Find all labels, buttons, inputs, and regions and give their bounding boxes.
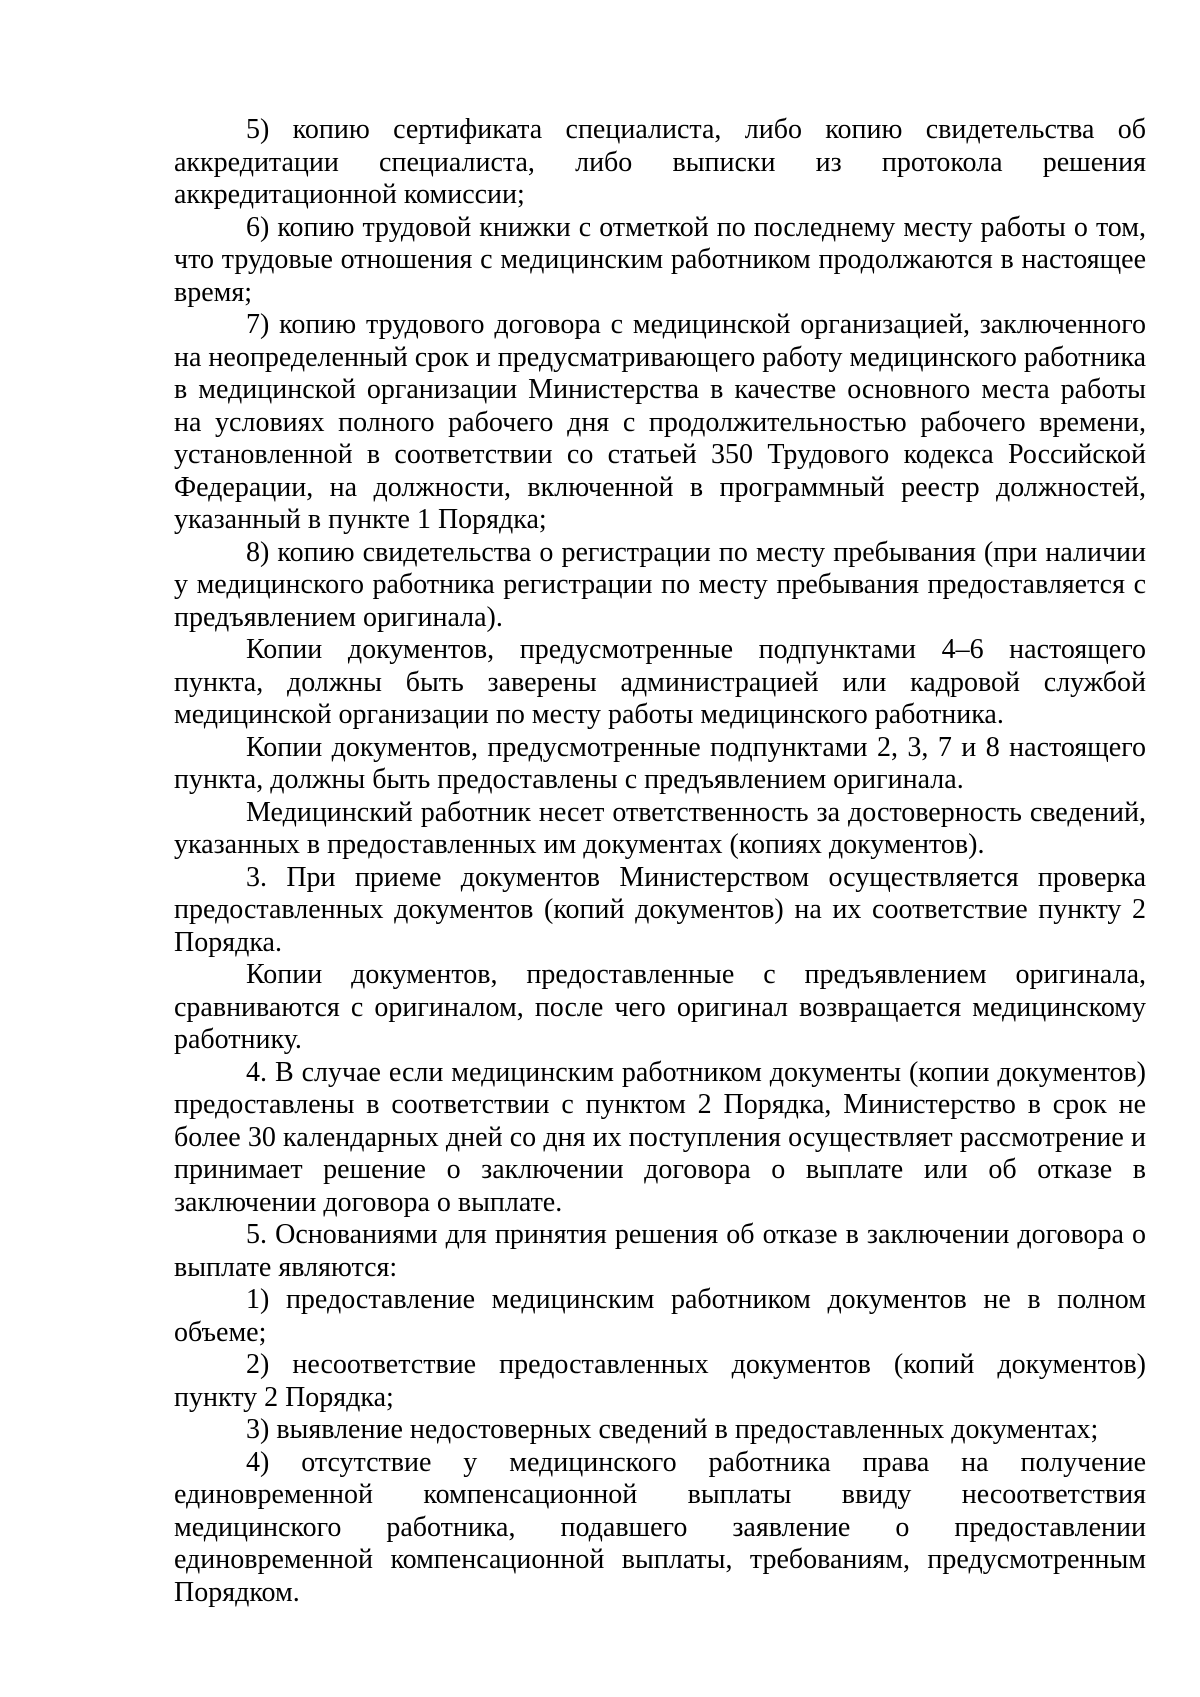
paragraph-item-8-registration: 8) копию свидетельства о регистрации по месту пребывания (при наличии у медицинского работника регистрации по месту пребывания предоставляется с предъявлением оригинала).: [174, 536, 1146, 633]
paragraph-item-5-certificate: 5) копию сертификата специалиста, либо копию свидетельства об аккредитации специалиста, либо выписки из протокола решения аккредитационной комиссии;: [174, 114, 1146, 210]
paragraph-refusal-3: 3) выявление недостоверных сведений в предоставленных документах;: [246, 1414, 1099, 1445]
paragraph-copies-compared: Копии документов, предоставленные с предъявлением оригинала, сравниваются с оригиналом, после чего оригинал возвращается медицинскому работнику.: [174, 959, 1146, 1055]
paragraph-responsibility: Медицинский работник несет ответственность за достоверность сведений, указанных в предоставленных им документах (копиях документов).: [174, 796, 1146, 860]
paragraph-section-4: 4. В случае если медицинским работником документы (копии документов) предоставлены в соответствии с пунктом 2 Порядка, Министерство в срок не более 30 календарных дней со дня их поступления осуществляет рассмотрение и принимает решение о заключении договора о выплате или об отказе в заключении договора о выплате.: [174, 1056, 1146, 1218]
paragraph-copies-original: Копии документов, предусмотренные подпунктами 2, 3, 7 и 8 настоящего пункта, должны быть предоставлены с предъявлением оригинала.: [174, 731, 1146, 795]
paragraph-refusal-4: 4) отсутствие у медицинского работника права на получение единовременной компенсационной выплаты ввиду несоответствия медицинского работника, подавшего заявление о предоставлении единовременной компенсационной выплаты, требованиям, предусмотренным Порядком.: [174, 1446, 1146, 1608]
paragraph-section-5: 5. Основаниями для принятия решения об отказе в заключении договора о выплате являются:: [174, 1219, 1146, 1283]
paragraph-item-6-workbook: 6) копию трудовой книжки с отметкой по последнему месту работы о том, что трудовые отношения с медицинским работником продолжаются в настоящее время;: [174, 211, 1146, 308]
document-page: [174, 114, 1146, 1609]
paragraph-copies-certified: Копии документов, предусмотренные подпунктами 4–6 настоящего пункта, должны быть заверены администрацией или кадровой службой медицинской организации по месту работы медицинского работника.: [174, 634, 1146, 730]
paragraph-item-7-contract: 7) копию трудового договора с медицинской организацией, заключенного на неопределенный срок и предусматривающего работу медицинского работника в медицинской организации Министерства в качестве основного места работы на условиях полного рабочего дня с продолжительностью рабочего времени, установленной в соответствии со статьей 350 Трудового кодекса Российской Федерации, на должности, включенной в программный реестр должностей, указанный в пункте 1 Порядка;: [174, 309, 1146, 535]
paragraph-refusal-1: 1) предоставление медицинским работником документов не в полном объеме;: [174, 1284, 1146, 1348]
paragraph-section-3: 3. При приеме документов Министерством осуществляется проверка предоставленных документов (копий документов) на их соответствие пункту 2 Порядка.: [174, 861, 1146, 958]
paragraph-refusal-2: 2) несоответствие предоставленных документов (копий документов) пункту 2 Порядка;: [174, 1349, 1146, 1413]
